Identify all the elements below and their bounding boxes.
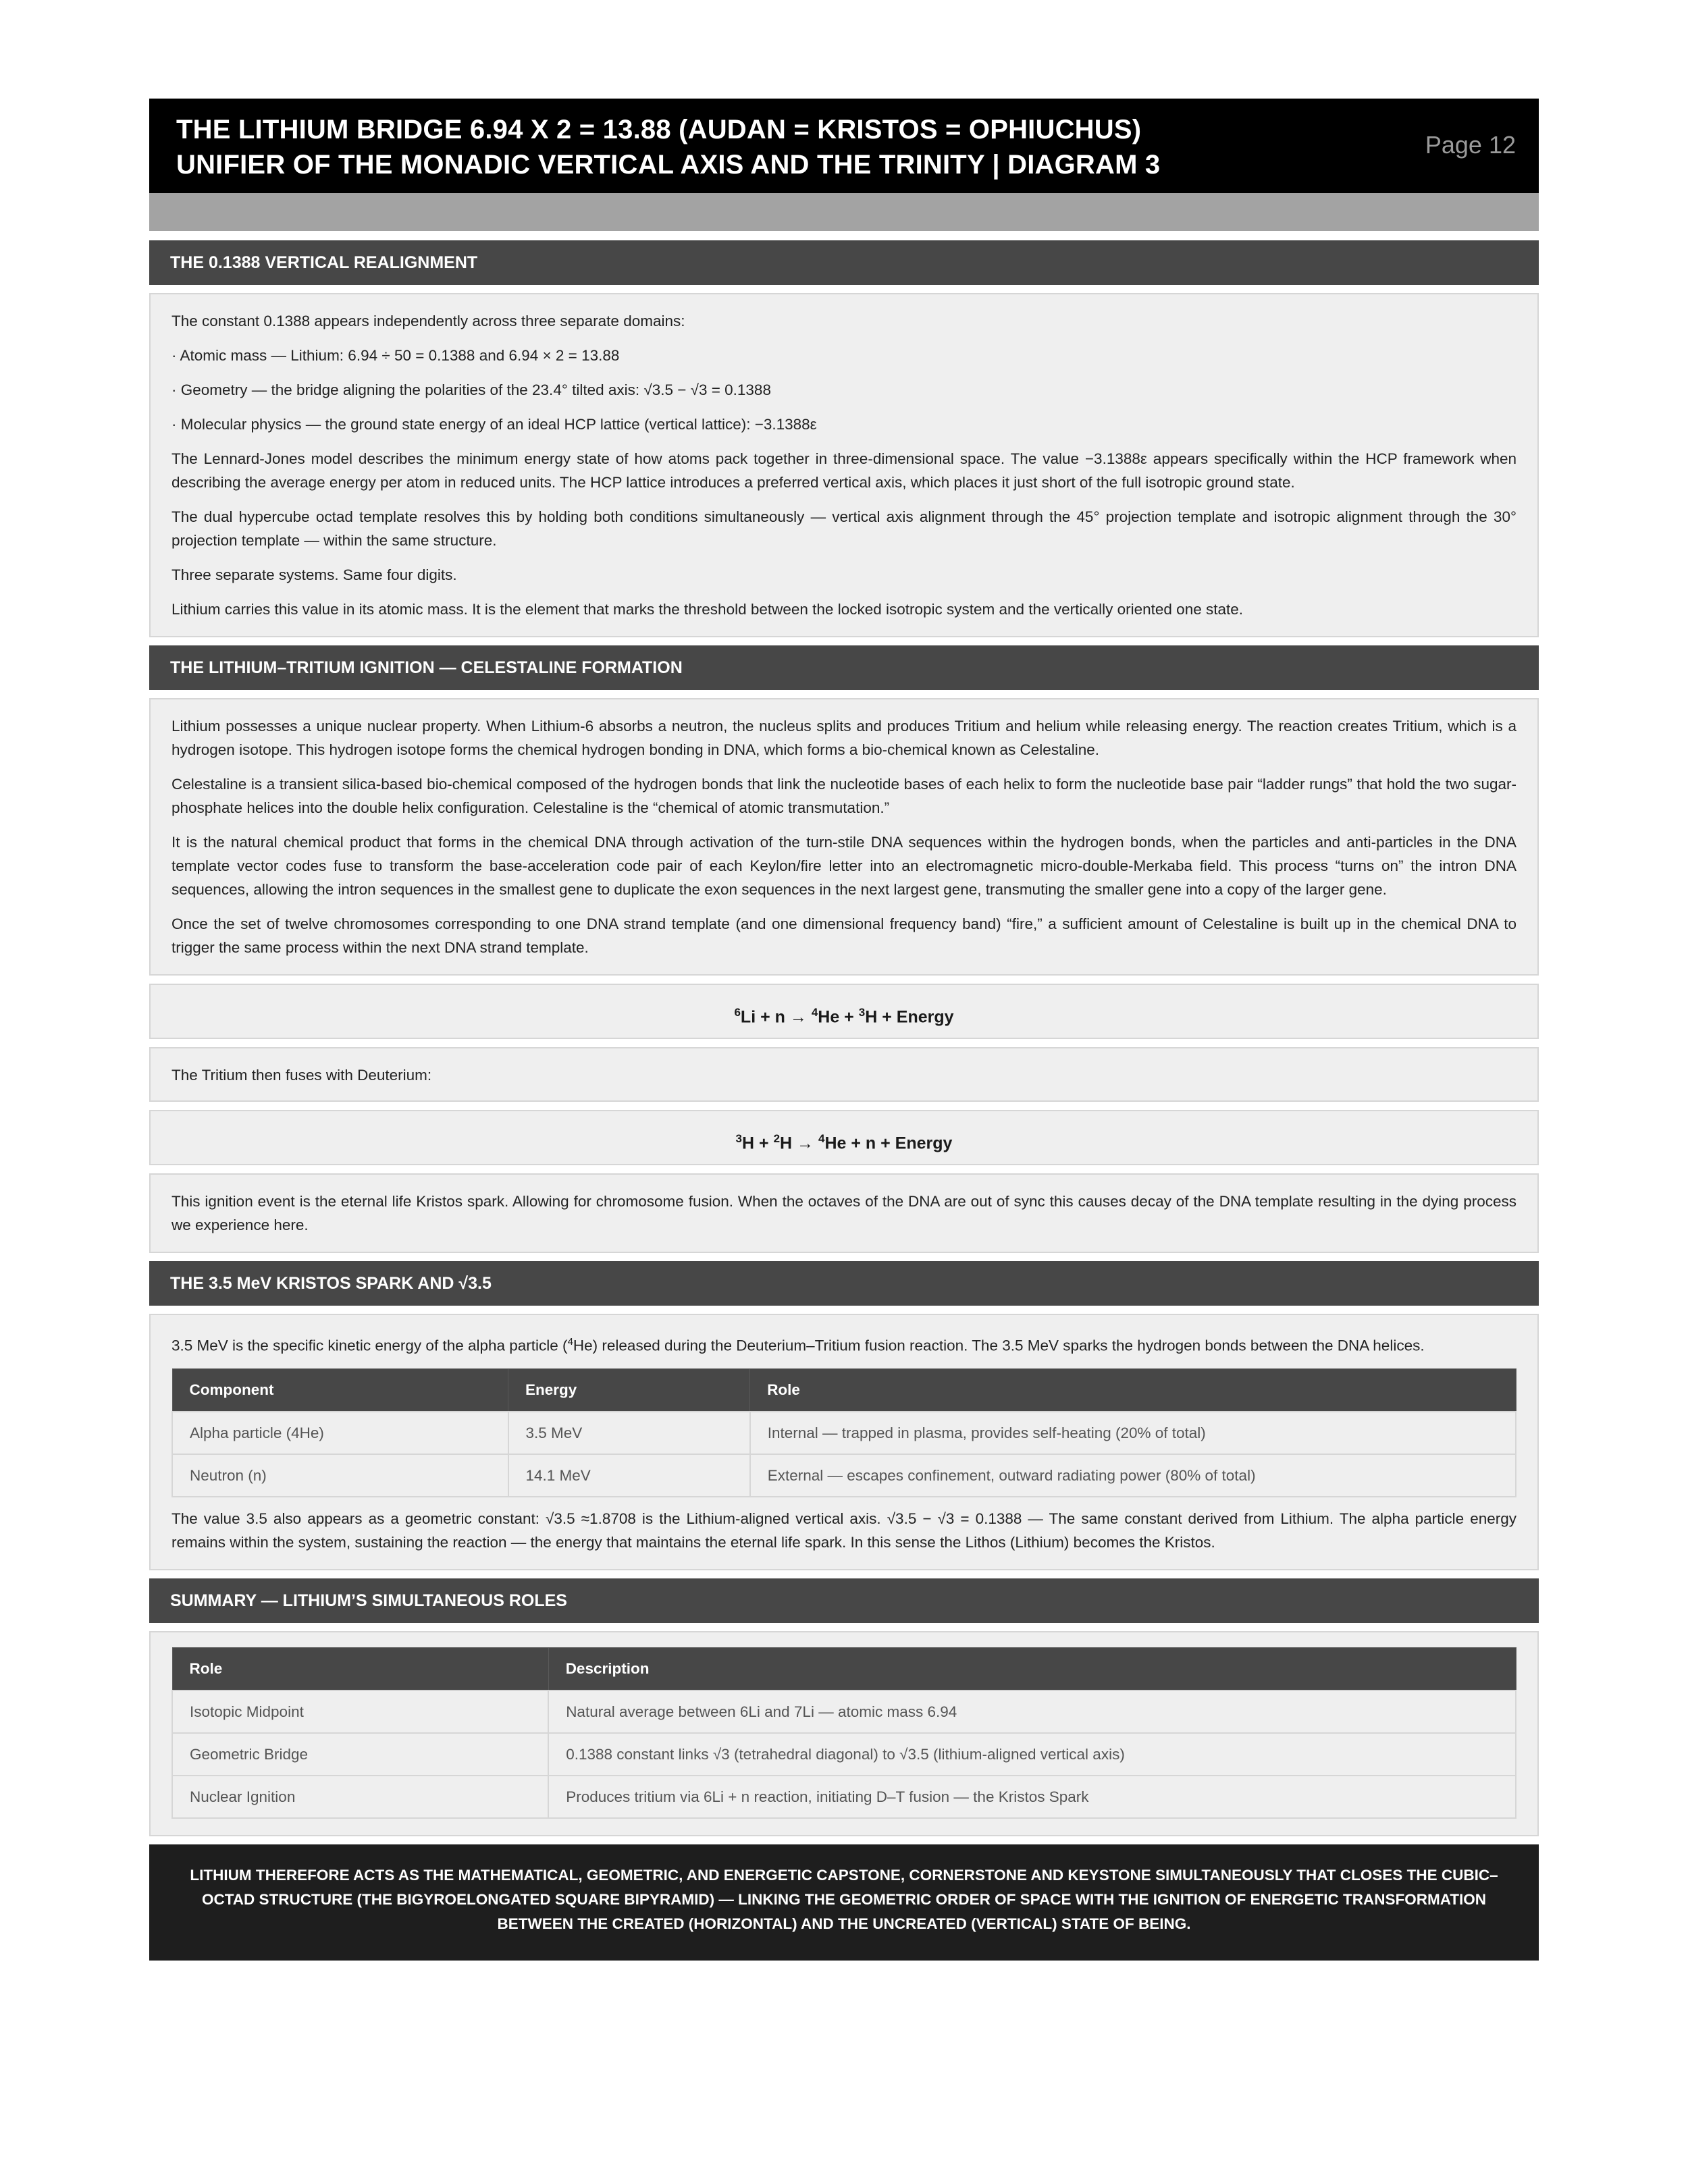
table-cell: 0.1388 constant links √3 (tetrahedral diagonal) to √3.5 (lithium-aligned vertical axis)	[548, 1733, 1516, 1776]
table-cell: Internal — trapped in plasma, provides self-heating (20% of total)	[750, 1412, 1516, 1454]
superscript: 6	[734, 1006, 741, 1019]
table-cell: Produces tritium via 6Li + n reaction, initiating D–T fusion — the Kristos Spark	[548, 1776, 1516, 1818]
paragraph: It is the natural chemical product that forms in the chemical DNA through activation of the turn-stile DNA sequences within the hydrogen bonds, when the particles and anti-particles in the DNA template vector codes fuse to transform the base-acceleration code pair of each Keylon/fire letter into an electromagnetic micro-double-Merkaba field. This process “turns on” the intron DNA sequences, allowing the intron sequences in the smallest gene to duplicate the exon sequences in the next largest gene, transmuting the smaller gene into a copy of the larger gene.	[172, 834, 1516, 898]
paragraph: Lithium carries this value in its atomic mass. It is the element that marks the threshold between the locked isotropic system and the vertically oriented one state.	[172, 601, 1243, 618]
document-page	[149, 99, 1539, 1961]
table-cell: 3.5 MeV	[508, 1412, 750, 1454]
equation-text: Li + n →	[740, 1007, 807, 1027]
paragraph: The constant 0.1388 appears independently across three separate domains:	[172, 313, 685, 329]
column-header: Role	[172, 1647, 548, 1690]
section-body-summary	[149, 1631, 1539, 1836]
section-body-vertical-realignment	[149, 293, 1539, 637]
bullet-item: · Geometry — the bridge aligning the polarities of the 23.4° tilted axis: √3.5 − √3 = 0.1388	[172, 381, 771, 398]
superscript: 3	[735, 1132, 743, 1145]
section-body-kristos-spark	[149, 1314, 1539, 1570]
page-title-line2: UNIFIER OF THE MONADIC VERTICAL AXIS AND THE TRINITY | DIAGRAM 3	[176, 150, 1161, 180]
paragraph: Three separate systems. Same four digits.	[172, 566, 457, 583]
table-row	[172, 1690, 1516, 1733]
table-cell: Neutron (n)	[172, 1454, 508, 1497]
bullet-item: · Molecular physics — the ground state energy of an ideal HCP lattice (vertical lattice): −3.1388ε	[172, 416, 817, 433]
energy-components-table	[172, 1368, 1516, 1497]
paragraph: Once the set of twelve chromosomes corresponding to one DNA strand template (and one dimensional frequency band) “fire,” a sufficient amount of Celestaline is built up in the chemical DNA to trigger the same process within the next DNA strand template.	[172, 915, 1516, 956]
column-header: Role	[750, 1368, 1516, 1412]
table-cell: Natural average between 6Li and 7Li — atomic mass 6.94	[548, 1690, 1516, 1733]
paragraph: 3.5 MeV is the specific kinetic energy of the alpha particle ($^4$He) released during the Deuterium–Tritium fusion reaction. The 3.5 MeV sparks the hydrogen bonds between the DNA helices.	[172, 1336, 1425, 1354]
conclusion-banner: LITHIUM THEREFORE ACTS AS THE MATHEMATICAL, GEOMETRIC, AND ENERGETIC CAPSTONE, CORNERSTONE AND KEYSTONE SIMULTANEOUSLY THAT CLOSES THE CUBIC–OCTAD STRUCTURE (THE BIGYROELONGATED SQUARE BIPYRAMID) — LINKING THE GEOMETRIC ORDER OF SPACE WITH THE IGNITION OF ENERGETIC TRANSFORMATION BETWEEN THE CREATED (HORIZONTAL) AND THE UNCREATED (VERTICAL) STATE OF BEING.	[149, 1844, 1539, 1961]
table-cell: Nuclear Ignition	[172, 1776, 548, 1818]
paragraph: Celestaline is a transient silica-based bio-chemical composed of the hydrogen bonds that link the nucleotide bases of each helix to form the nucleotide base pair “ladder rungs” that hold the two sugar-phosphate helices into the double helix configuration. Celestaline is the “chemical of atomic transmutation.”	[172, 776, 1516, 816]
table-cell: Alpha particle (4He)	[172, 1412, 508, 1454]
ignition-summary-box	[149, 1173, 1539, 1253]
header-divider-band	[149, 193, 1539, 231]
superscript: 4	[818, 1132, 825, 1145]
table-header-row	[172, 1647, 1516, 1690]
paragraph: The Tritium then fuses with Deuterium:	[172, 1067, 432, 1084]
equation-text: He + n + Energy	[824, 1134, 953, 1153]
section-heading-summary: SUMMARY — LITHIUM’S SIMULTANEOUS ROLES	[149, 1578, 1539, 1623]
table-header-row	[172, 1368, 1516, 1412]
transition-note-box	[149, 1047, 1539, 1102]
table-cell: 14.1 MeV	[508, 1454, 750, 1497]
section-heading-kristos-spark: THE 3.5 MeV KRISTOS SPARK AND √3.5	[149, 1261, 1539, 1306]
table-cell: Geometric Bridge	[172, 1733, 548, 1776]
equation-text: He +	[818, 1007, 854, 1027]
table-row	[172, 1776, 1516, 1818]
page-number: Page 12	[1425, 131, 1516, 159]
paragraph: This ignition event is the eternal life Kristos spark. Allowing for chromosome fusion. When the octaves of the DNA are out of sync this causes decay of the DNA template resulting in the dying process we experience here.	[172, 1193, 1516, 1233]
table-cell: External — escapes confinement, outward radiating power (80% of total)	[750, 1454, 1516, 1497]
column-header: Energy	[508, 1368, 750, 1412]
column-header: Description	[548, 1647, 1516, 1690]
equation-lithium-neutron	[149, 984, 1539, 1039]
equation-text: H +	[742, 1134, 769, 1153]
table-row	[172, 1454, 1516, 1497]
table-row	[172, 1733, 1516, 1776]
column-header: Component	[172, 1368, 508, 1412]
table-cell: Isotopic Midpoint	[172, 1690, 548, 1733]
paragraph: The dual hypercube octad template resolves this by holding both conditions simultaneously — vertical axis alignment through the 45° projection template and isotropic alignment through the 30° projection template — within the same structure.	[172, 508, 1516, 549]
table-row	[172, 1412, 1516, 1454]
page-header	[149, 99, 1539, 193]
superscript: 4	[811, 1006, 818, 1019]
section-heading-vertical-realignment: THE 0.1388 VERTICAL REALIGNMENT	[149, 240, 1539, 285]
paragraph: The value 3.5 also appears as a geometric constant: √3.5 ≈1.8708 is the Lithium-aligned vertical axis. √3.5 − √3 = 0.1388 — The same constant derived from Lithium. The alpha particle energy remains within the system, sustaining the reaction — the energy that maintains the eternal life spark. In this sense the Lithos (Lithium) becomes the Kristos.	[172, 1510, 1516, 1551]
lithium-roles-table	[172, 1647, 1516, 1819]
section-heading-lithium-tritium-ignition: THE LITHIUM–TRITIUM IGNITION — CELESTALINE FORMATION	[149, 645, 1539, 690]
section-body-ignition	[149, 698, 1539, 976]
superscript: 2	[773, 1132, 781, 1145]
page-title-line1: THE LITHIUM BRIDGE 6.94 X 2 = 13.88 (AUDAN = KRISTOS = OPHIUCHUS)	[176, 115, 1142, 144]
equation-text: H + Energy	[865, 1007, 954, 1027]
equation-tritium-deuterium	[149, 1110, 1539, 1165]
superscript: 3	[858, 1006, 866, 1019]
bullet-item: · Atomic mass — Lithium: 6.94 ÷ 50 = 0.1388 and 6.94 × 2 = 13.88	[172, 347, 620, 364]
equation-text: H →	[780, 1134, 814, 1153]
paragraph: Lithium possesses a unique nuclear property. When Lithium-6 absorbs a neutron, the nucleus splits and produces Tritium and helium while releasing energy. The reaction creates Tritium, which is a hydrogen isotope. This hydrogen isotope forms the chemical hydrogen bonding in DNA, which forms a bio-chemical known as Celestaline.	[172, 718, 1516, 758]
paragraph: The Lennard-Jones model describes the minimum energy state of how atoms pack together in three-dimensional space. The value −3.1388ε appears specifically within the HCP framework when describing the average energy per atom in reduced units. The HCP lattice introduces a preferred vertical axis, which places it just short of the full isotropic ground state.	[172, 450, 1516, 491]
